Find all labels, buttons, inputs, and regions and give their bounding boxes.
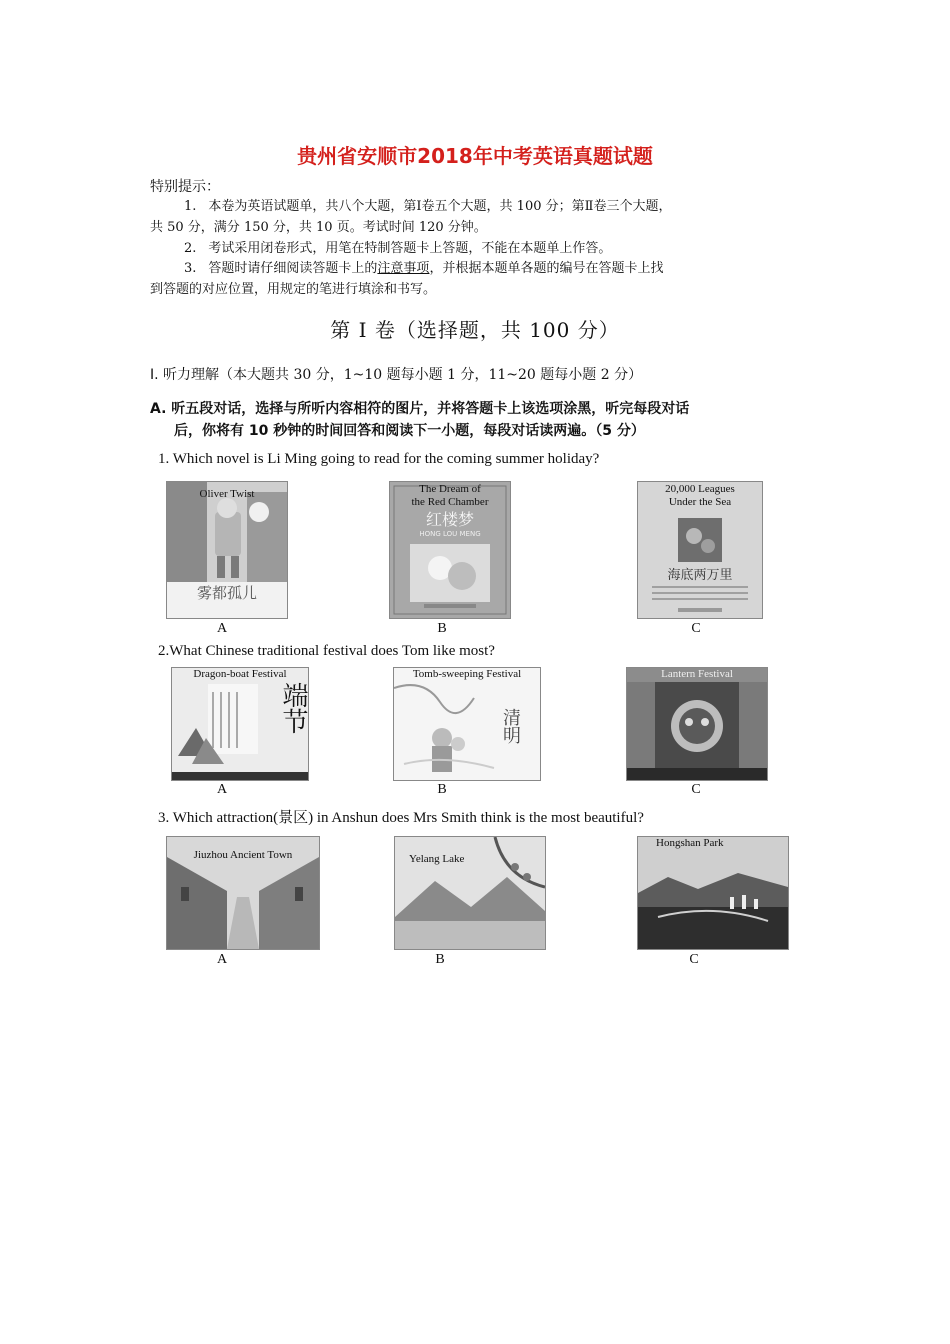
option-image-20000-leagues [637,481,763,619]
note-item-2 [150,238,800,259]
option-image-lantern-festival [626,667,768,781]
note-text: 答题时请仔细阅读答题卡上的 [208,261,378,276]
note-text: 本卷为英语试题单，共八个大题，第Ⅰ卷五个大题，共 100 分；第Ⅱ卷三个大题， [208,199,672,214]
note-number: 3. [184,261,197,276]
note-underlined-text: 注意事项 [377,261,430,276]
notes-heading: 特别提示： [150,179,220,195]
note-number: 1. [184,199,197,214]
cover-title: 海底两万里 [667,568,733,583]
option-image-dream-red-chamber [389,481,511,619]
instruction [150,398,810,442]
cover-subtitle: HONG LOU MENG [419,530,481,538]
option-image-oliver-twist [166,481,288,619]
festival-illustration [627,668,767,780]
festival-calligraphy: 端节 [278,682,308,734]
question-2: 2.What Chinese traditional festival does Tom like most? [158,643,495,659]
cover-title: 红楼梦 [425,510,474,529]
option-letter-a: A [216,782,228,797]
note-text: 考试采用闭卷形式，用笔在特制答题卡上答题，不能在本题单上作答。 [208,241,612,256]
option-caption: the Red Chamber [411,496,489,508]
note-text-continued: 到答题的对应位置，用规定的笔进行填涂和书写。 [150,282,437,297]
option-letter-c: C [689,952,699,967]
cover-title: 雾都孤儿 [196,584,257,602]
festival-calligraphy: 清明 [500,708,521,744]
note-text: ，并根据本题单各题的编号在答题卡上找 [429,261,664,276]
option-image-tomb-sweeping-festival [393,667,541,781]
option-letter-a: A [216,952,228,967]
option-letter-b: B [437,621,447,636]
note-text-continued: 共 50 分，满分 150 分，共 10 页。考试时间 120 分钟。 [150,220,487,235]
part-title: 第 Ⅰ 卷（选择题，共 100 分） [330,318,620,342]
section-detail: （本大题共 30 分，1~10 题每小题 1 分，11~20 题每小题 2 分） [219,367,643,383]
attraction-photo [638,837,788,949]
instruction-letter: A. [150,401,167,417]
option-caption: Yelang Lake [409,853,465,865]
option-letter-b: B [437,782,447,797]
option-caption: 20,000 Leagues [665,483,735,495]
option-caption: The Dream of [419,483,481,495]
note-item-1 [150,196,800,238]
option-letter-b: B [435,952,445,967]
option-caption: Lantern Festival [661,668,733,680]
option-image-jiuzhou-ancient-town [166,836,320,950]
option-caption: Dragon-boat Festival [193,668,287,680]
section-label: Ⅰ. 听力理解 [150,367,220,383]
option-caption: Tomb-sweeping Festival [412,668,522,680]
exam-title: 贵州省安顺市2018年中考英语真题试题 [297,144,653,168]
option-caption: Hongshan Park [656,837,724,849]
instruction-line: 后，你将有 10 秒钟的时间回答和阅读下一小题，每段对话读两遍。（5 分） [174,423,645,439]
option-letter-c: C [691,621,701,636]
question-3: 3. Which attraction(景区) in Anshun does Mrs Smith think is the most beautiful? [158,810,644,826]
option-image-yelang-lake [394,836,546,950]
option-caption: Jiuzhou Ancient Town [193,849,293,861]
instruction-line: 听五段对话，选择与所听内容相符的图片，并将答题卡上该选项涂黑，听完每段对话 [171,401,690,417]
option-image-hongshan-park [637,836,789,950]
note-item-3 [150,258,800,300]
question-1: 1. Which novel is Li Ming going to read for the coming summer holiday? [158,451,600,467]
option-caption: Oliver Twist [199,488,255,500]
option-image-dragon-boat-festival [171,667,309,781]
option-caption: Under the Sea [668,496,732,508]
option-letter-c: C [691,782,701,797]
note-number: 2. [184,241,197,256]
option-letter-a: A [216,621,228,636]
section-heading [150,364,642,384]
